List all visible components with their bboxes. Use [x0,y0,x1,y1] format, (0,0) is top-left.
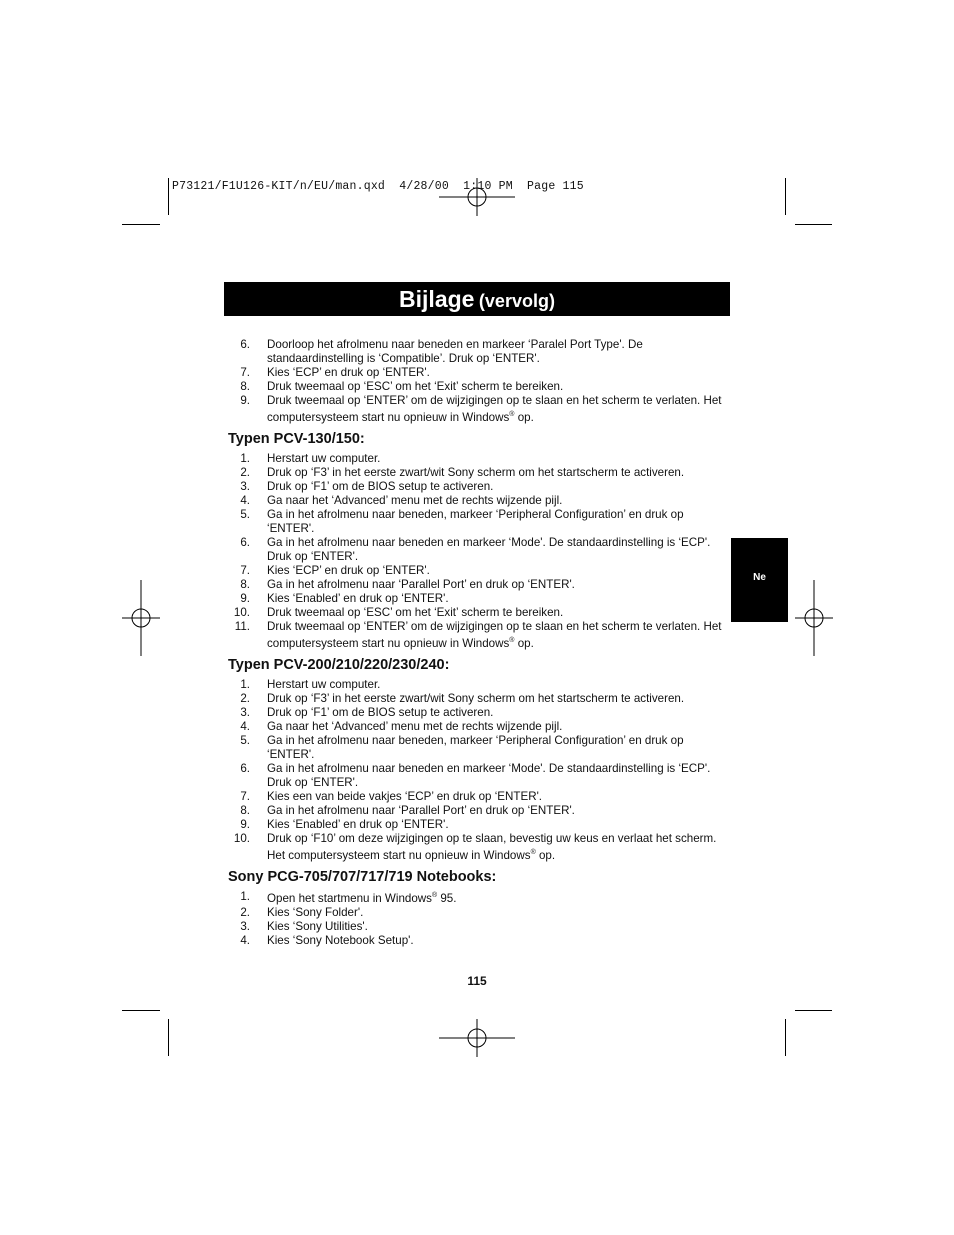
list-item-number: 2. [240,691,250,705]
list-item-text: Kies ‘Sony Notebook Setup'. [267,934,414,948]
list-item-number: 1. [240,889,250,903]
list-item-text: Druk op ‘F10’ om deze wijzigingen op te slaan, bevestig uw keus en verlaat het scherm. Het computersysteem start nu opnieuw in Windows® op. [267,831,717,862]
list-item-number: 6. [240,535,250,549]
list-item-number: 6. [240,338,250,351]
list-item-number: 3. [240,479,250,493]
crop-mark-top-right-h [795,224,832,225]
list-item [228,678,728,692]
section-heading: Typen PCV-200/210/220/230/240: [228,656,450,673]
list-item-number: 9. [240,394,250,407]
list-item [228,380,728,394]
list-item [228,790,728,804]
list-item-text: Druk tweemaal op ‘ESC’ om het ‘Exit’ scherm te bereiken. [267,380,564,393]
page-subtitle: (vervolg) [478,291,555,311]
list-item-text: Kies ‘Sony Utilities'. [267,920,368,934]
list-item-number: 2. [240,906,250,920]
list-item [228,480,728,494]
list-item-number: 7. [240,366,250,379]
list-item-number: 4. [240,493,250,507]
list-item-text: Ga in het afrolmenu naar beneden en markeer ‘Mode'. De standaardinstelling is ‘ECP'. Druk op ‘ENTER'. [267,535,711,563]
list-item-text: Open het startmenu in Windows® 95. [267,892,457,906]
list-item [228,508,728,536]
crop-mark-bottom-left-h [122,1010,160,1011]
crop-mark-bottom-right-h [795,1010,832,1011]
section-steps-list [228,678,728,863]
list-item [228,366,728,380]
list-item-text: Kies ‘ECP’ en druk op ‘ENTER'. [267,563,430,577]
section-heading: Sony PCG-705/707/717/719 Notebooks: [228,868,497,885]
list-item [228,920,728,934]
list-item [228,338,728,366]
language-tab: Ne [731,538,788,622]
list-item-text: Ga naar het ‘Advanced’ menu met de rechts wijzende pijl. [267,493,563,507]
list-item-number: 8. [240,577,250,591]
crop-mark-top-left-h [122,224,160,225]
section-heading: Typen PCV-130/150: [228,430,365,447]
list-item-number: 3. [240,920,250,934]
list-item-number: 11. [234,619,250,633]
list-item-text: Druk tweemaal op ‘ESC’ om het ‘Exit’ scherm te bereiken. [267,605,564,619]
list-item [228,818,728,832]
crop-mark-top-left-v [168,178,169,215]
intro-steps-list [228,338,728,425]
print-slug-line: P73121/F1U126-KIT/n/EU/man.qxd 4/28/00 1:10 PM Page 115 [172,180,584,193]
list-item-text: Druk op ‘F1’ om de BIOS setup te activeren. [267,479,494,493]
list-item-number: 10. [233,831,250,845]
list-item [228,536,728,564]
list-item-number: 3. [240,705,250,719]
list-item-number: 5. [240,733,250,747]
section [228,431,728,651]
page-title-bar [224,282,730,316]
list-item [228,620,728,651]
list-item-number: 8. [240,380,250,393]
crop-mark-bottom-left-v [168,1019,169,1056]
list-item-number: 1. [240,451,250,465]
list-item [228,452,728,466]
list-item-text: Druk op ‘F3’ in het eerste zwart/wit Sony scherm om het startscherm te activeren. [267,691,685,705]
list-item-text: Druk tweemaal op ‘ENTER’ om de wijzigingen op te slaan en het scherm te verlaten. Het computersysteem start nu opnieuw in Windows® op. [267,619,722,650]
list-item-number: 4. [240,719,250,733]
list-item-number: 4. [240,934,250,948]
list-item-number: 1. [240,677,250,691]
registration-mark-top-icon [439,178,515,216]
list-item [228,906,728,920]
list-item-number: 9. [240,817,250,831]
list-item [228,606,728,620]
list-item-number: 5. [240,507,250,521]
list-item-number: 9. [240,591,250,605]
section-steps-list [228,452,728,651]
list-item-text: Doorloop het afrolmenu naar beneden en markeer ‘Paralel Port Type'. De standaardinstelling is ‘Compatible’. Druk op ‘ENTER'. [267,338,643,365]
list-item [228,934,728,948]
list-item-text: Kies ‘Sony Folder'. [267,906,364,920]
list-item-text: Druk tweemaal op ‘ENTER’ om de wijzigingen op te slaan en het scherm te verlaten. Het computersysteem start nu opnieuw in Windows® op. [267,394,722,424]
list-item-text: Ga in het afrolmenu naar beneden, markeer ‘Peripheral Configuration’ en druk op ‘ENTER'. [267,507,684,535]
list-item-text: Ga naar het ‘Advanced’ menu met de rechts wijzende pijl. [267,719,563,733]
list-item-text: Druk op ‘F3’ in het eerste zwart/wit Sony scherm om het startscherm te activeren. [267,465,685,479]
list-item [228,494,728,508]
list-item-text: Druk op ‘F1’ om de BIOS setup te activeren. [267,705,494,719]
list-item-text: Kies ‘ECP’ en druk op ‘ENTER'. [267,366,430,379]
list-item-text: Kies ‘Enabled’ en druk op ‘ENTER'. [267,817,449,831]
page-number: 115 [467,974,487,988]
crop-mark-bottom-right-v [785,1019,786,1056]
section [228,657,728,863]
list-item-number: 8. [240,803,250,817]
sections-container [228,431,728,949]
registration-mark-right-icon [795,580,833,656]
registration-mark-bottom-icon [439,1019,515,1057]
list-item [228,578,728,592]
page-title: Bijlage [399,286,475,312]
list-item [228,592,728,606]
list-item [228,394,728,425]
list-item-number: 10. [233,605,250,619]
list-item-number: 2. [240,465,250,479]
list-item [228,832,728,863]
list-item [228,720,728,734]
section [228,869,728,949]
main-content [228,338,728,954]
crop-mark-top-right-v [785,178,786,215]
list-item-text: Kies een van beide vakjes ‘ECP’ en druk op ‘ENTER'. [267,789,543,803]
list-item-text: Ga in het afrolmenu naar ‘Parallel Port’ en druk op ‘ENTER'. [267,577,575,591]
section-steps-list [228,890,728,949]
list-item [228,692,728,706]
list-item-text: Herstart uw computer. [267,451,381,465]
list-item-text: Ga in het afrolmenu naar ‘Parallel Port’ en druk op ‘ENTER'. [267,803,575,817]
list-item [228,762,728,790]
list-item [228,804,728,818]
list-item-text: Kies ‘Enabled’ en druk op ‘ENTER'. [267,591,449,605]
list-item [228,706,728,720]
list-item [228,564,728,578]
list-item [228,466,728,480]
list-item-number: 7. [240,563,250,577]
list-item [228,890,728,907]
list-item-text: Herstart uw computer. [267,677,381,691]
list-item-text: Ga in het afrolmenu naar beneden en markeer ‘Mode'. De standaardinstelling is ‘ECP'. Druk op ‘ENTER'. [267,761,711,789]
list-item-number: 7. [240,789,250,803]
registration-mark-left-icon [122,580,160,656]
list-item-number: 6. [240,761,250,775]
list-item-text: Ga in het afrolmenu naar beneden, markeer ‘Peripheral Configuration’ en druk op ‘ENTER'. [267,733,684,761]
list-item [228,734,728,762]
